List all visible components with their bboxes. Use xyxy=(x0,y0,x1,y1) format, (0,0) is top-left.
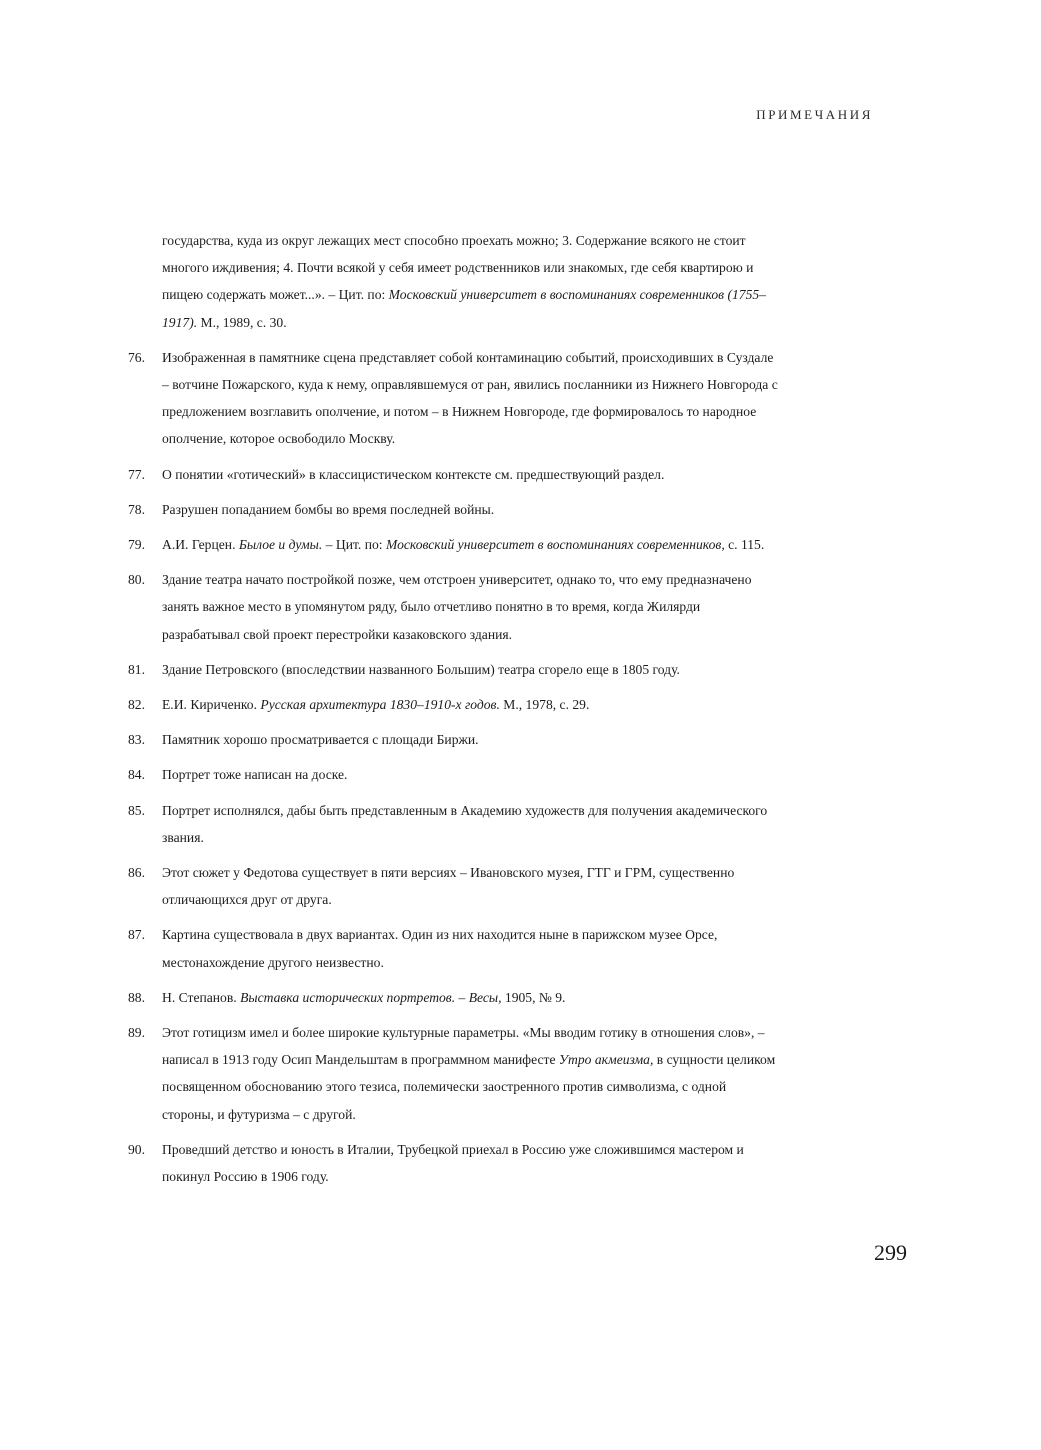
note-78: 78. Разрушен попаданием бомбы во время последней войны. xyxy=(128,501,495,517)
note-90: 90. Проведший детство и юность в Италии, Трубецкой приехал в Россию уже сложившимся мастером и покинул Россию в 1906 году. xyxy=(128,1141,744,1185)
note-82: 82. Е.И. Кириченко. Русская архитектура 1830–1910-х годов. М., 1978, с. 29. xyxy=(128,697,590,713)
note-89: 89. Этот готицизм имел и более широкие культурные параметры. «Мы вводим готику в отношения слов», – написал в 1913 году Осип Мандельштам в программном манифесте Утро акмеизма, в сущности целиком посвященном обоснованию этого тезиса, полемически заостренного против символизма, с одной стороны, и футуризма – с другой. xyxy=(128,1025,776,1122)
running-head: ПРИМЕЧАНИЯ xyxy=(756,107,873,122)
note-84: 84. Портрет тоже написан на доске. xyxy=(128,767,348,783)
note-88: 88. Н. Степанов. Выставка исторических портретов. – Весы, 1905, № 9. xyxy=(128,989,566,1005)
note-83: 83. Памятник хорошо просматривается с площади Биржи. xyxy=(128,732,479,748)
note-80: 80. Здание театра начато постройкой позже, чем отстроен университет, однако то, что ему предназначено занять важное место в упомянутом ряду, было отчетливо понятно в то время, когда Жилярди разрабатывал свой проект перестройки казаковского здания. xyxy=(128,572,752,642)
note-76: 76. Изображенная в памятнике сцена представляет собой контаминацию событий, происходивших в Суздале – вотчине Пожарского, куда к нему, оправлявшемуся от ран, явились посланники из Нижнего Новгорода с предложением возглавить ополчение, и потом – в Нижнем Новгороде, где формировалось то народное ополчение, которое освободило Москву. xyxy=(128,349,778,447)
note-continuation: государства, куда из округ лежащих мест способно проехать можно; 3. Содержание всякого не стоит многого иждивения; 4. Почти всякой у себя имеет родственников или знакомых, где себя квартирою и пищею содержать может...». – Цит. по: Московский университет в воспоминаниях современников (1755–1917). М., 1989, с. 30. xyxy=(162,233,766,330)
notes-block xyxy=(128,227,778,1190)
note-77: 77. О понятии «готический» в классицистическом контексте см. предшествующий раздел. xyxy=(128,466,665,482)
note-86: 86. Этот сюжет у Федотова существует в пяти версиях – Ивановского музея, ГТГ и ГРМ, существенно отличающихся друг от друга. xyxy=(128,865,735,908)
note-79: 79. А.И. Герцен. Былое и думы. – Цит. по: Московский университет в воспоминаниях современников, с. 115. xyxy=(128,537,765,553)
note-85: 85. Портрет исполнялся, дабы быть представленным в Академию художеств для получения академического звания. xyxy=(128,802,768,845)
note-87: 87. Картина существовала в двух вариантах. Один из них находится ныне в парижском музее Орсе, местонахождение другого неизвестно. xyxy=(128,927,718,970)
page-number: 299 xyxy=(874,1240,907,1265)
note-81: 81. Здание Петровского (впоследствии названного Большим) театра сгорело еще в 1805 году. xyxy=(128,661,680,677)
